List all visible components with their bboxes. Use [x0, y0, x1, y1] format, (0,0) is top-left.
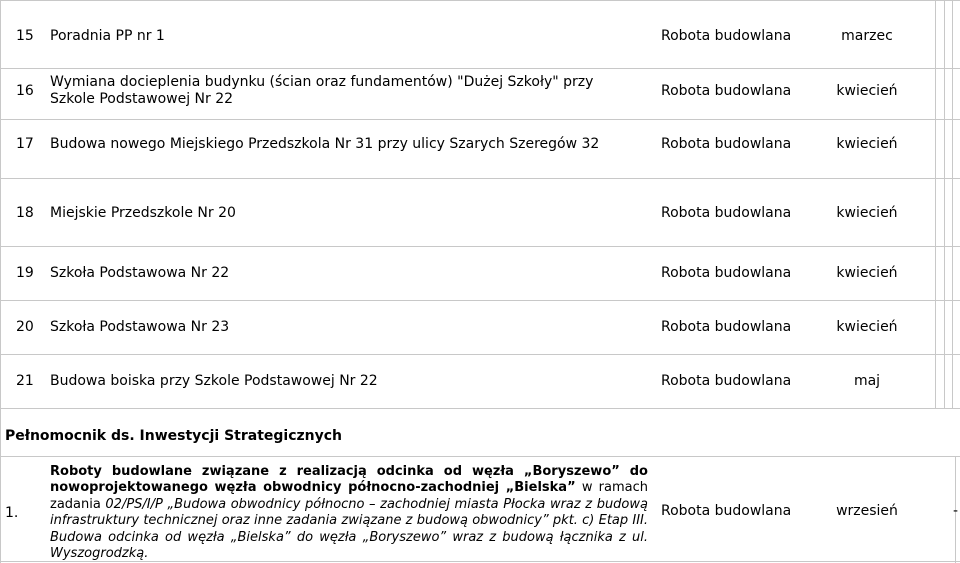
section-heading: Pełnomocnik ds. Inwestycji Strategicznych: [5, 428, 343, 444]
row-divider: [0, 178, 960, 179]
row-month: maj: [853, 373, 881, 389]
row-number: 15: [16, 28, 34, 44]
row-type: Robota budowlana: [661, 503, 792, 519]
row-type: Robota budowlana: [661, 265, 792, 281]
row-description: [50, 464, 648, 562]
row-month: marzec: [841, 28, 893, 44]
row-divider: [0, 68, 960, 69]
description-bold: Roboty budowlane związane z realizacją odcinka od węzła „Boryszewo” do nowoprojektowanego węzła obwodnicy północno-zachodniej „Bielska”: [50, 464, 648, 496]
row-month: kwiecień: [836, 83, 898, 99]
column-divider: [935, 0, 936, 408]
row-month: kwiecień: [836, 265, 898, 281]
row-name: Szkoła Podstawowa Nr 22: [50, 265, 230, 281]
row-type: Robota budowlana: [661, 28, 792, 44]
row-month: kwiecień: [836, 205, 898, 221]
row-type: Robota budowlana: [661, 83, 792, 99]
column-divider: [952, 0, 953, 408]
row-month: wrzesień: [836, 503, 898, 519]
row-divider: [0, 354, 960, 355]
table-top-border: [0, 0, 960, 1]
row-divider: [0, 408, 960, 409]
row-divider: [0, 300, 960, 301]
row-number: 17: [16, 136, 34, 152]
row-extra-value: -: [953, 503, 959, 519]
description-normal: w ramach zadania: [50, 480, 648, 512]
row-name: Poradnia PP nr 1: [50, 28, 165, 44]
row-divider: [0, 246, 960, 247]
row-number: 18: [16, 205, 34, 221]
column-divider: [944, 0, 945, 408]
row-name: Budowa boiska przy Szkole Podstawowej Nr 22: [50, 373, 378, 389]
row-type: Robota budowlana: [661, 136, 792, 152]
row-number: 1.: [5, 505, 19, 521]
row-month: kwiecień: [836, 136, 898, 152]
row-month: kwiecień: [836, 319, 898, 335]
row-name: Wymiana docieplenia budynku (ścian oraz fundamentów) "Dużej Szkoły" przy Szkole Podstawowej Nr 22: [50, 74, 594, 107]
row-number: 20: [16, 319, 34, 335]
table-left-border: [0, 0, 1, 563]
row-number: 19: [16, 265, 34, 281]
row-number: 16: [16, 83, 34, 99]
row-number: 21: [16, 373, 34, 389]
row-divider: [0, 456, 960, 457]
row-name: Budowa nowego Miejskiego Przedszkola Nr 31 przy ulicy Szarych Szeregów 32: [50, 136, 600, 152]
row-type: Robota budowlana: [661, 373, 792, 389]
row-type: Robota budowlana: [661, 319, 792, 335]
row-type: Robota budowlana: [661, 205, 792, 221]
row-name: Szkoła Podstawowa Nr 23: [50, 319, 230, 335]
row-divider: [0, 119, 960, 120]
row-name: Miejskie Przedszkole Nr 20: [50, 205, 236, 221]
description-italic: 02/PS/I/P „Budowa obwodnicy północno – zachodniej miasta Płocka wraz z budową infrastruktury technicznej oraz inne zadania związane z budową obwodnicy” pkt. c) Etap III. Budowa odcinka od węzła „Bielska” do węzła „Boryszewo” wraz z budową łącznika z ul. Wyszogrodzką.: [50, 496, 648, 562]
